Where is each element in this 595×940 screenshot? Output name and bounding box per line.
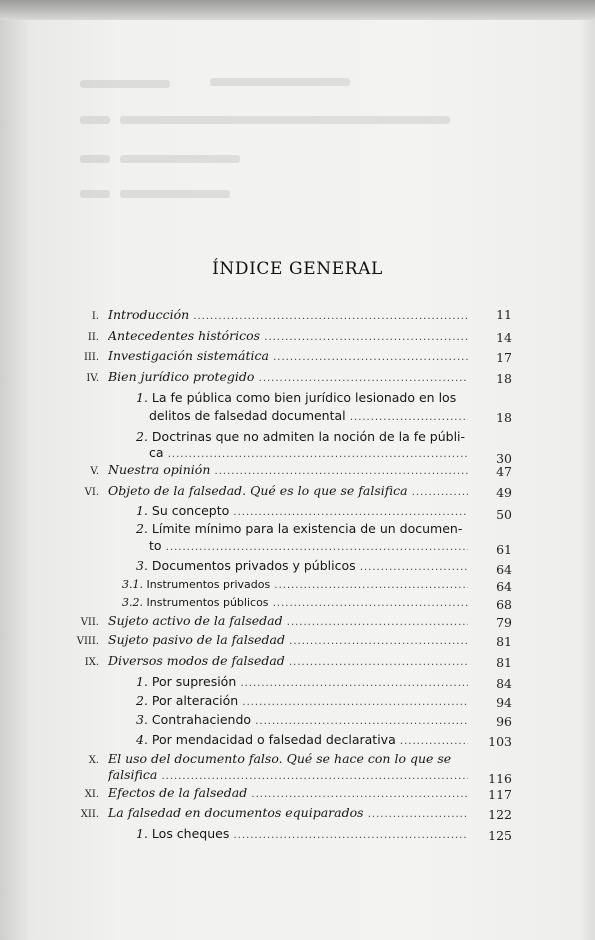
chapter-number: X. <box>88 755 99 766</box>
entry-title: Nuestra opinión ..... <box>108 462 468 479</box>
toc-row <box>0 712 595 732</box>
entry-title: to ..... <box>149 538 468 555</box>
toc-row <box>0 613 595 633</box>
toc-row <box>0 348 595 368</box>
toc-row <box>0 653 595 673</box>
page-number: 94 <box>496 695 512 710</box>
entry-title: ca ..... <box>149 445 468 462</box>
toc-row <box>0 632 595 652</box>
page-number: 50 <box>496 507 512 522</box>
toc-row <box>0 503 595 523</box>
subsection-number: 1. <box>136 503 148 518</box>
chapter-number: IV. <box>86 373 99 384</box>
bleed-through-text <box>60 60 540 250</box>
entry-title: Antecedentes históricos ..... <box>108 328 468 345</box>
toc-row <box>0 390 595 410</box>
entry-title <box>122 595 468 611</box>
page-number: 122 <box>488 807 512 822</box>
entry-text: Instrumentos públicos <box>146 596 269 609</box>
entry-text: Por supresión <box>151 674 237 689</box>
page-number: 81 <box>496 634 512 649</box>
toc-row <box>0 805 595 825</box>
chapter-number: VI. <box>84 487 99 498</box>
page-number: 30 <box>496 451 512 466</box>
page-number: 18 <box>496 371 512 386</box>
page-number: 96 <box>496 714 512 729</box>
page-number: 14 <box>496 330 512 345</box>
entry-text: Por alteración <box>151 693 239 708</box>
page-number: 125 <box>488 828 512 843</box>
page-number: 11 <box>496 307 512 322</box>
toc-row <box>0 732 595 752</box>
page-number: 81 <box>496 655 512 670</box>
chapter-number: III. <box>83 352 99 363</box>
toc-row <box>0 307 595 327</box>
page-number: 117 <box>488 787 512 802</box>
page-number: 49 <box>496 485 512 500</box>
subsection-number: 4. <box>136 732 148 747</box>
page-number: 68 <box>496 597 512 612</box>
subsection-number: 2. <box>136 693 148 708</box>
entry-title <box>122 577 468 593</box>
chapter-number: XII. <box>80 809 99 820</box>
page-number: 47 <box>496 464 512 479</box>
entry-title: Diversos modos de falsedad ..... <box>108 653 468 670</box>
toc-row <box>0 462 595 482</box>
toc-row <box>0 674 595 694</box>
entry-title: La falsedad en documentos equiparados ..... <box>108 805 468 822</box>
scan-shadow <box>0 0 595 20</box>
entry-title <box>136 674 468 691</box>
toc-row <box>0 328 595 348</box>
toc-row <box>0 595 595 615</box>
entry-text: Los cheques <box>151 826 230 841</box>
entry-title <box>136 732 468 749</box>
entry-title <box>136 521 476 538</box>
toc-row <box>0 483 595 503</box>
entry-text: Contrahaciendo <box>151 712 252 727</box>
subsection-number: 2. <box>136 521 148 536</box>
page-number: 61 <box>496 542 512 557</box>
entry-text: Su concepto <box>151 503 230 518</box>
toc-row <box>0 538 595 558</box>
entry-title: falsifica ..... <box>108 767 468 784</box>
page-number: 64 <box>496 579 512 594</box>
chapter-number: XI. <box>84 789 99 800</box>
entry-title: Bien jurídico protegido ..... <box>108 369 468 386</box>
entry-title <box>136 826 468 843</box>
page-number: 64 <box>496 562 512 577</box>
toc-row <box>0 369 595 389</box>
subsection-number: 3.1. <box>122 578 143 591</box>
toc-row <box>0 408 595 428</box>
toc-row <box>0 693 595 713</box>
entry-text: Documentos privados y públicos <box>151 558 356 573</box>
toc-row <box>0 785 595 805</box>
entry-title: Introducción ..... <box>108 307 468 324</box>
page-number: 79 <box>496 615 512 630</box>
subsection-number: 3.2. <box>122 596 143 609</box>
chapter-number: II. <box>87 332 99 343</box>
entry-text: Por mendacidad o falsedad declarativa <box>151 732 396 747</box>
entry-title: delitos de falsedad documental ..... <box>149 408 468 425</box>
chapter-number: IX. <box>84 657 99 668</box>
entry-text: Doctrinas que no admiten la noción de la fe públi- <box>151 429 466 444</box>
entry-title: El uso del documento falso. Qué se hace con lo que se <box>108 751 452 766</box>
page-number: 17 <box>496 350 512 365</box>
subsection-number: 3. <box>136 558 148 573</box>
entry-title <box>136 390 476 407</box>
subsection-number: 1. <box>136 390 148 405</box>
entry-title <box>136 503 468 520</box>
entry-title: Investigación sistemática ..... <box>108 348 468 365</box>
toc-row <box>0 558 595 578</box>
subsection-number: 1. <box>136 826 148 841</box>
entry-title <box>136 429 476 446</box>
subsection-number: 2. <box>136 429 148 444</box>
chapter-number: VIII. <box>76 636 99 647</box>
page-number: 103 <box>488 734 512 749</box>
toc-row <box>0 767 595 787</box>
entry-title: Sujeto activo de la falsedad ..... <box>108 613 468 630</box>
entry-title: Sujeto pasivo de la falsedad ..... <box>108 632 468 649</box>
chapter-number: I. <box>91 311 99 322</box>
entry-title <box>136 558 468 575</box>
page-number: 116 <box>488 771 512 786</box>
entry-text: Instrumentos privados <box>146 578 271 591</box>
page-title: ÍNDICE GENERAL <box>212 259 383 279</box>
entry-text: La fe pública como bien jurídico lesionado en los <box>151 390 457 405</box>
entry-text: Límite mínimo para la existencia de un documen- <box>151 521 463 536</box>
chapter-number: VII. <box>80 617 99 628</box>
chapter-number: V. <box>90 466 99 477</box>
entry-title: Efectos de la falsedad ..... <box>108 785 468 802</box>
page-number: 84 <box>496 676 512 691</box>
toc-row <box>0 826 595 846</box>
entry-title <box>136 693 468 710</box>
page-number: 18 <box>496 410 512 425</box>
entry-title <box>136 712 468 729</box>
subsection-number: 3. <box>136 712 148 727</box>
toc-row <box>0 577 595 597</box>
subsection-number: 1. <box>136 674 148 689</box>
entry-title: Objeto de la falsedad. Qué es lo que se falsifica ..... <box>108 483 468 500</box>
